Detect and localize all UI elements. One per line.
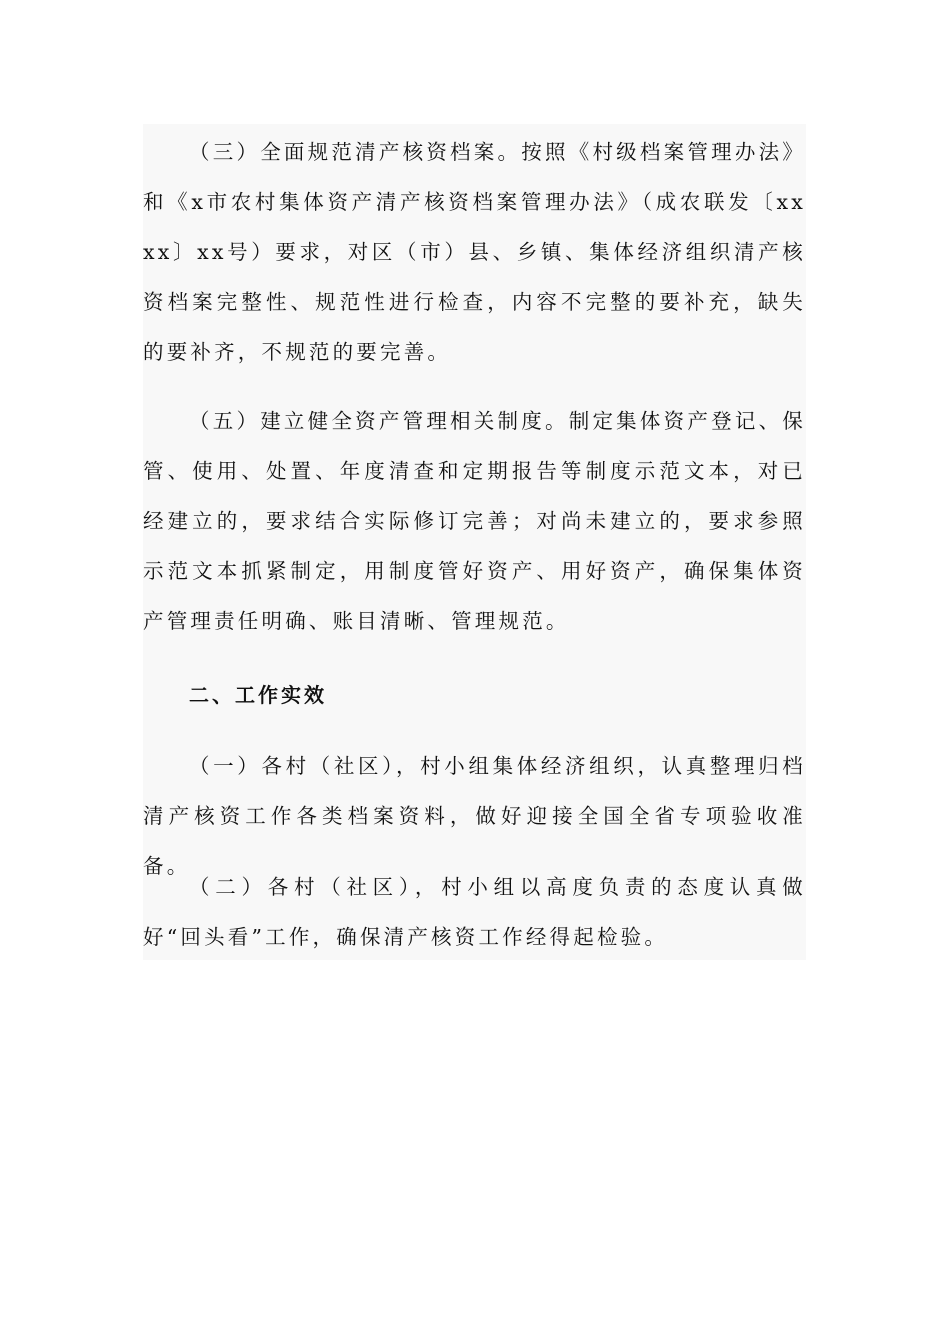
paragraph-asset-management-system: （五）建立健全资产管理相关制度。制定集体资产登记、保管、使用、处置、年度清查和定期报告等制度示范文本，对已经建立的，要求结合实际修订完善；对尚未建立的，要求参照示范文本抓紧制定，用制度管好资产、用好资产，确保集体资产管理责任明确、账目清晰、管理规范。 bbox=[143, 409, 806, 633]
paragraph-archives: （三）全面规范清产核资档案。按照《村级档案管理办法》和《x市农村集体资产清产核资档案管理办法》（成农联发〔xxxx〕xx号）要求，对区（市）县、乡镇、集体经济组织清产核资档案完整性、规范性进行检查，内容不完整的要补充，缺失的要补齐，不规范的要完善。 bbox=[143, 140, 806, 364]
document-text-block bbox=[143, 124, 806, 960]
paragraph-result-one: （一）各村（社区），村小组集体经济组织，认真整理归档清产核资工作各类档案资料，做好迎接全国全省专项验收准备。 bbox=[143, 754, 806, 878]
section-heading-work-results: 二、工作实效 bbox=[189, 683, 327, 707]
paragraph-result-two: （二）各村（社区），村小组以高度负责的态度认真做好“回头看”工作，确保清产核资工作经得起检验。 bbox=[143, 875, 806, 949]
